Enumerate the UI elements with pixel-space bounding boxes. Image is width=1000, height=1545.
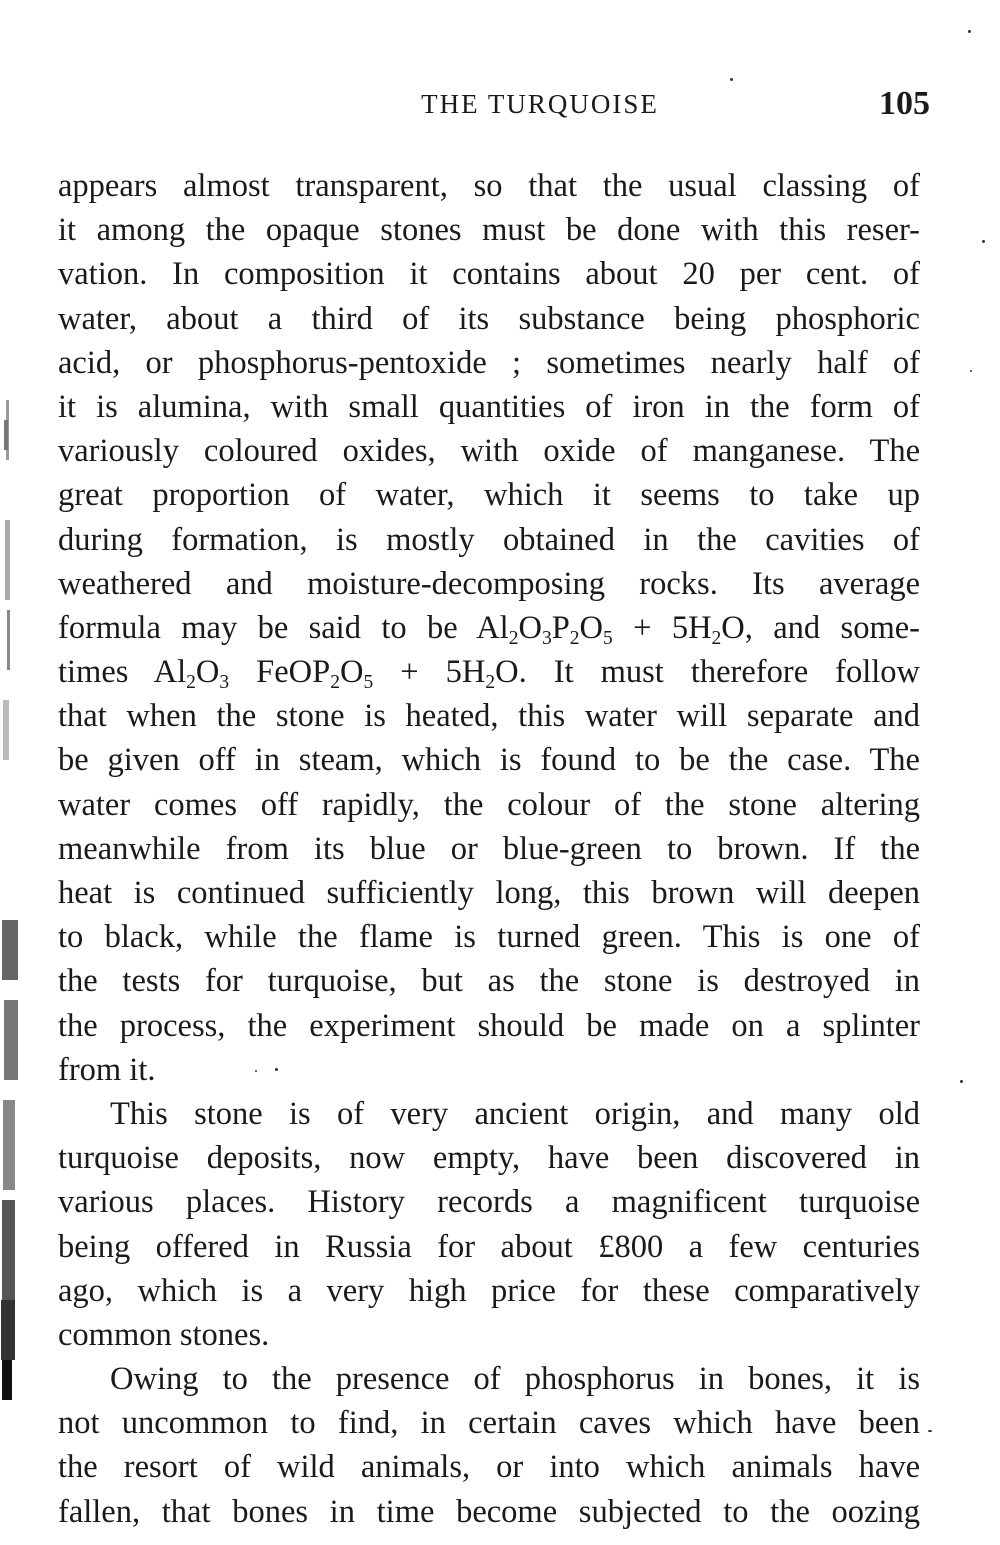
scan-speck xyxy=(970,370,972,372)
scan-speck xyxy=(275,1068,278,1071)
text-line: turquoise deposits, now empty, have been discovered in xyxy=(58,1140,920,1177)
text-line: meanwhile from its blue or blue-green to brown. If the xyxy=(58,830,920,867)
text-line: to black, while the flame is turned green. This is one of xyxy=(58,919,920,956)
text-line: fallen, that bones in time become subjected to the oozing xyxy=(58,1493,920,1530)
scan-speck xyxy=(982,240,985,243)
text-line: the resort of wild animals, or into which animals have xyxy=(58,1449,920,1486)
paragraph-3 xyxy=(58,1357,920,1534)
text-line: variously coloured oxides, with oxide of manganese. The xyxy=(58,433,920,470)
formula-line: times $Al_2O_3$ $FeOP_2O_5 + 5H_2O$. It must therefore follow xyxy=(58,654,921,693)
text-line: great proportion of water, which it seems to take up xyxy=(58,477,920,514)
text-line: not uncommon to find, in certain caves which have been xyxy=(58,1405,920,1442)
text-line: water, about a third of its substance being phosphoric xyxy=(58,300,920,337)
text-line: This stone is of very ancient origin, and many old xyxy=(110,1095,920,1132)
text-line: various places. History records a magnificent turquoise xyxy=(58,1184,920,1221)
scan-speck xyxy=(928,1430,932,1432)
text-line: ago, which is a very high price for these comparatively xyxy=(58,1272,920,1309)
text-line: the process, the experiment should be made on a splinter xyxy=(58,1007,920,1044)
text-line: during formation, is mostly obtained in the cavities of xyxy=(58,521,920,558)
page-header xyxy=(60,84,930,124)
page-number: 105 xyxy=(879,85,930,122)
scan-speck xyxy=(968,30,971,33)
text-line: Owing to the presence of phosphorus in bones, it is xyxy=(110,1361,920,1398)
page-binding-shadow xyxy=(0,400,26,1400)
scan-speck xyxy=(255,1070,257,1072)
text-line: water comes off rapidly, the colour of the stone altering xyxy=(58,786,920,823)
scan-speck xyxy=(730,78,733,81)
text-line: it is alumina, with small quantities of iron in the form of xyxy=(58,388,920,425)
text-line: weathered and moisture-decomposing rocks. Its average xyxy=(58,565,920,602)
paragraph-2 xyxy=(58,1092,920,1357)
body-text xyxy=(58,164,920,1534)
text-line: appears almost transparent, so that the usual classing of xyxy=(58,168,920,204)
text-line: being offered in Russia for about £800 a few centuries xyxy=(58,1228,920,1265)
text-line: common stones. xyxy=(58,1316,270,1353)
formula-line: formula may be said to be $Al_2O_3P_2O_5 + 5H_2O$, and some- xyxy=(58,609,920,649)
binding-edge-marks xyxy=(0,400,26,1400)
running-head: THE TURQUOISE xyxy=(421,89,659,119)
text-line: from it. xyxy=(58,1051,156,1088)
text-line: heat is continued sufficiently long, this brown will deepen xyxy=(58,875,920,911)
scan-speck xyxy=(960,1080,963,1083)
text-line: it among the opaque stones must be done with this reser- xyxy=(58,212,920,249)
text-line: acid, or phosphorus-pentoxide ; sometimes nearly half of xyxy=(58,344,920,381)
text-line: be given off in steam, which is found to be the case. The xyxy=(58,742,920,779)
paragraph-1 xyxy=(58,164,920,1092)
text-line: vation. In composition it contains about 20 per cent. of xyxy=(58,256,920,293)
text-line: that when the stone is heated, this water will separate and xyxy=(58,698,920,735)
text-line: the tests for turquoise, but as the stone is destroyed in xyxy=(58,963,920,1000)
